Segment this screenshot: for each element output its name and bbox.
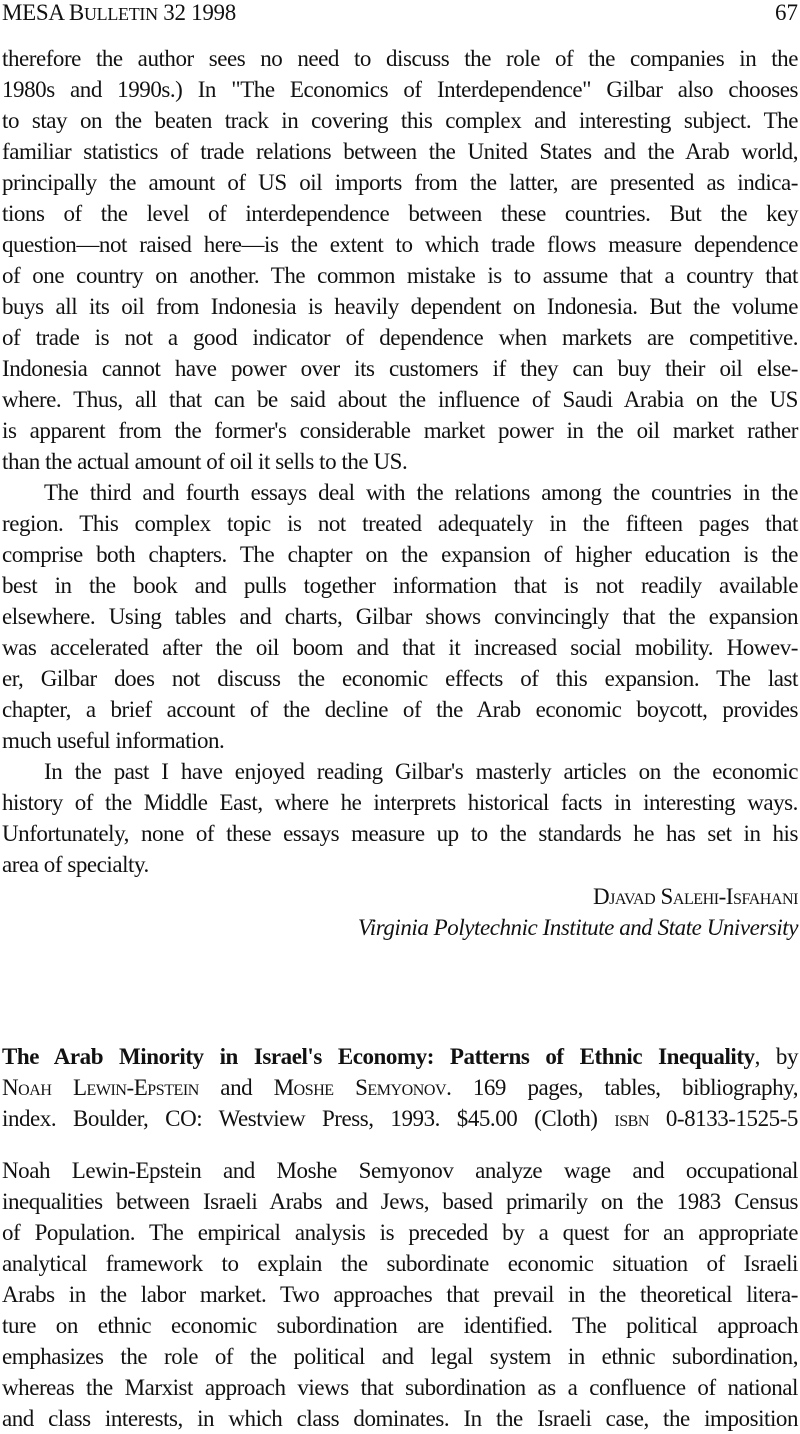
text-line: The third and fourth essays deal with the relations among the countries in the: [44, 480, 798, 505]
text-line: history of the Middle East, where he interprets historical facts in interesting ways.: [2, 790, 798, 815]
text-line: 1980s and 1990s.) In "The Economics of Interdependence" Gilbar also chooses: [2, 77, 798, 102]
text-line: buys all its oil from Indonesia is heavily dependent on Indonesia. But the volume: [2, 294, 798, 319]
page-number: 67: [775, 0, 798, 25]
text-line: whereas the Marxist approach views that subordination as a confluence of national: [2, 1375, 798, 1400]
text-line: emphasizes the role of the political and legal system in ethnic subordination,: [2, 1344, 798, 1369]
text-line: region. This complex topic is not treated adequately in the fifteen pages that: [2, 511, 798, 536]
text-line: comprise both chapters. The chapter on the expansion of higher education is the: [2, 542, 798, 567]
text-line: of one country on another. The common mistake is to assume that a country that: [2, 263, 798, 288]
text-line: of trade is not a good indicator of dependence when markets are competitive.: [2, 325, 798, 350]
text-line: is apparent from the former's considerable market power in the oil market rather: [2, 418, 798, 443]
running-header: [0, 0, 800, 30]
book-title: The Arab Minority in Israel's Economy: Patterns of Ethnic Inequality: [2, 1044, 755, 1069]
book-citation-line-1: The Arab Minority in Israel's Economy: Patterns of Ethnic Inequality, by: [2, 1044, 799, 1069]
isbn-label: isbn: [614, 1106, 649, 1131]
text-line: where. Thus, all that can be said about the influence of Saudi Arabia on the US: [2, 387, 798, 412]
text-line: elsewhere. Using tables and charts, Gilbar shows convincingly that the expansion: [2, 604, 798, 629]
text-line: than the actual amount of oil it sells to the US.: [2, 449, 408, 474]
text-line: analytical framework to explain the subordinate economic situation of Israeli: [2, 1251, 798, 1276]
book-author-1: Noah Lewin-Epstein: [2, 1075, 199, 1100]
text-line: question—not raised here—is the extent to which trade flows measure dependence: [2, 232, 798, 257]
text-line: Noah Lewin-Epstein and Moshe Semyonov analyze wage and occupational: [2, 1158, 798, 1183]
reviewer-name: Djavad Salehi-Isfahani: [592, 884, 798, 909]
text-line: of Population. The empirical analysis is preceded by a quest for an appropriate: [2, 1220, 798, 1245]
text-line: principally the amount of US oil imports from the latter, are presented as indica-: [2, 170, 798, 195]
text-line: ture on ethnic economic subordination are identified. The political approach: [2, 1313, 798, 1338]
text-line: familiar statistics of trade relations between the United States and the Arab world,: [2, 139, 798, 164]
book-citation-line-3: index. Boulder, CO: Westview Press, 1993. $45.00 (Cloth) isbn 0-8133-1525-5: [2, 1106, 798, 1131]
book-citation-line-2: Noah Lewin-Epstein and Moshe Semyonov. 169 pages, tables, bibliography,: [2, 1075, 798, 1100]
text-line: chapter, a brief account of the decline of the Arab economic boycott, provides: [2, 697, 798, 722]
book-author-2: Moshe Semyonov: [273, 1075, 447, 1100]
text-line: er, Gilbar does not discuss the economic effects of this expansion. The last: [2, 666, 798, 691]
text-line: best in the book and pulls together information that is not readily available: [2, 573, 798, 598]
journal-title: MESA BULLETIN 32 1998: [2, 0, 236, 25]
text-line: area of specialty.: [2, 852, 149, 877]
text-line: and class interests, in which class dominates. In the Israeli case, the imposition: [2, 1406, 798, 1431]
text-line: much useful information.: [2, 728, 225, 753]
text-line: was accelerated after the oil boom and that it increased social mobility. Howev-: [2, 635, 798, 660]
text-line: Indonesia cannot have power over its customers if they can buy their oil else-: [2, 356, 798, 381]
text-line: therefore the author sees no need to discuss the role of the companies in the: [2, 46, 798, 71]
text-line: Unfortunately, none of these essays measure up to the standards he has set in his: [2, 821, 798, 846]
reviewer-affiliation: Virginia Polytechnic Institute and State University: [357, 915, 798, 940]
text-line: tions of the level of interdependence between these countries. But the key: [2, 201, 798, 226]
text-line: inequalities between Israeli Arabs and Jews, based primarily on the 1983 Census: [2, 1189, 798, 1214]
text-line: to stay on the beaten track in covering this complex and interesting subject. The: [2, 108, 798, 133]
text-line: In the past I have enjoyed reading Gilbar's masterly articles on the economic: [44, 759, 798, 784]
isbn-number: 0-8133-1525-5: [665, 1106, 798, 1131]
text-line: Arabs in the labor market. Two approaches that prevail in the theoretical litera-: [2, 1282, 798, 1307]
